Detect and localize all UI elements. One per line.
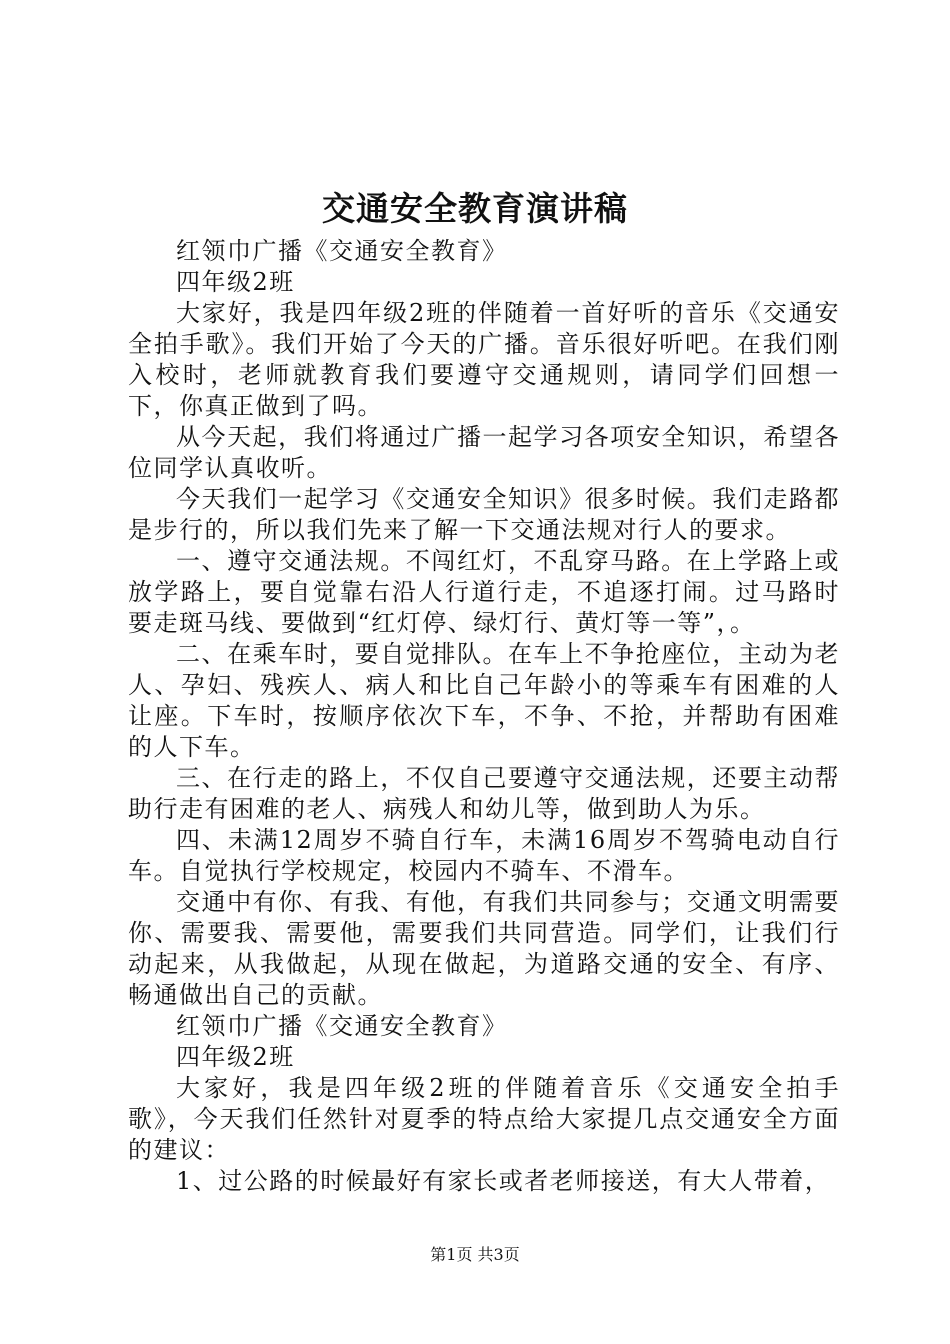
paragraph-conclusion: 交通中有你、有我、有他，有我们共同参与；交通文明需要你、需要我、需要他，需要我们共同营造。同学们，让我们行动起来，从我做起，从现在做起，为道路交通的安全、有序、畅通做出自己的贡献。 [128,888,840,1009]
paragraph-class-name-2: 四年级2班 [176,1043,295,1071]
paragraph-broadcast-name-2: 红领巾广播《交通安全教育》 [176,1012,508,1040]
paragraph-suggestion-1: 1、过公路的时候最好有家长或者老师接送，有大人带着， [176,1167,831,1195]
paragraph-intro: 从今天起，我们将通过广播一起学习各项安全知识，希望各位同学认真收听。 [128,423,840,482]
paragraph-greeting: 大家好，我是四年级2班的伴随着一首好听的音乐《交通安全拍手歌》。我们开始了今天的广播。音乐很好听吧。在我们刚入校时，老师就教育我们要遵守交通规则，请同学们回想一下，你真正做到了吗。 [128,299,840,420]
paragraph-class-name: 四年级2班 [176,268,295,296]
paragraph-rule-2: 二、在乘车时，要自觉排队。在车上不争抢座位，主动为老人、孕妇、残疾人、病人和比自己年龄小的等乘车有困难的人让座。下车时，按顺序依次下车，不争、不抢，并帮助有困难的人下车。 [128,640,840,761]
document-title: 交通安全教育演讲稿 [322,189,628,228]
paragraph-broadcast-name: 红领巾广播《交通安全教育》 [176,237,508,265]
paragraph-rule-1: 一、遵守交通法规。不闯红灯，不乱穿马路。在上学路上或放学路上，要自觉靠右沿人行道行走，不追逐打闹。过马路时要走斑马线、要做到“红灯停、绿灯行、黄灯等一等”，。 [128,547,840,637]
paragraph-rule-4: 四、未满12周岁不骑自行车，未满16周岁不驾骑电动自行车。自觉执行学校规定，校园内不骑车、不滑车。 [128,826,840,885]
document-body [128,236,840,1197]
page-number: 第1页 共3页 [430,1245,520,1264]
paragraph-rule-3: 三、在行走的路上，不仅自己要遵守交通法规，还要主动帮助行走有困难的老人、病残人和幼儿等，做到助人为乐。 [128,764,840,823]
paragraph-topic: 今天我们一起学习《交通安全知识》很多时候。我们走路都是步行的，所以我们先来了解一下交通法规对行人的要求。 [128,485,840,544]
paragraph-greeting-2: 大家好，我是四年级2班的伴随着音乐《交通安全拍手歌》，今天我们任然针对夏季的特点给大家提几点交通安全方面的建议： [128,1074,840,1164]
